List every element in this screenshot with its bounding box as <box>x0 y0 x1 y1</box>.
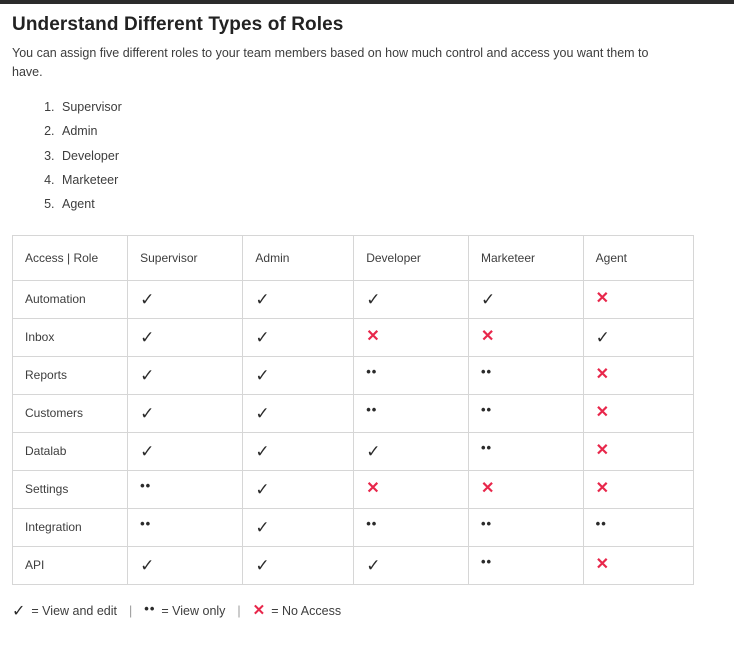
permission-cell <box>583 432 693 470</box>
table-row <box>13 318 694 356</box>
table-row <box>13 508 694 546</box>
check-icon: ✓ <box>140 327 155 347</box>
permission-cell <box>354 356 469 394</box>
check-icon: ✓ <box>366 555 381 575</box>
check-icon: ✓ <box>255 517 270 537</box>
table-header <box>13 235 694 280</box>
page-title: Understand Different Types of Roles <box>12 14 344 35</box>
row-label: Reports <box>13 356 128 394</box>
permission-cell <box>354 394 469 432</box>
permission-cell <box>354 432 469 470</box>
cross-icon: ✕ <box>366 480 380 498</box>
check-icon: ✓ <box>140 403 155 423</box>
permission-cell <box>469 356 584 394</box>
check-icon: ✓ <box>140 555 155 575</box>
check-icon: ✓ <box>481 289 496 309</box>
permission-cell <box>354 546 469 584</box>
permission-cell <box>469 280 584 318</box>
cross-icon: ✕ <box>595 442 610 460</box>
permission-cell <box>354 280 469 318</box>
check-icon: ✓ <box>255 479 270 499</box>
permission-cell <box>243 432 354 470</box>
dots-icon: •• <box>481 440 493 456</box>
legend-separator: | <box>237 603 241 618</box>
row-label: Integration <box>13 508 128 546</box>
check-icon: ✓ <box>255 403 270 423</box>
list-item: 4. Marketeer <box>58 168 722 192</box>
dots-icon: •• <box>481 554 493 570</box>
permission-cell <box>243 318 354 356</box>
column-header-marketeer: Marketeer <box>469 235 584 280</box>
permission-cell <box>583 318 693 356</box>
list-item: 1. Supervisor <box>58 95 722 119</box>
permission-cell <box>128 508 243 546</box>
permission-cell <box>128 546 243 584</box>
permission-cell <box>354 470 469 508</box>
table-header-row <box>13 235 694 280</box>
dots-icon: •• <box>595 516 607 532</box>
permission-cell <box>583 356 693 394</box>
cross-icon: ✕ <box>595 480 610 498</box>
row-label: API <box>13 546 128 584</box>
roles-permission-table <box>12 235 694 585</box>
column-header-admin: Admin <box>243 235 354 280</box>
dots-icon: •• <box>140 478 152 494</box>
check-icon: ✓ <box>255 289 270 309</box>
permission-cell <box>583 470 693 508</box>
table-row <box>13 470 694 508</box>
list-item: 3. Developer <box>58 144 722 168</box>
legend-separator: | <box>129 603 133 618</box>
dots-icon: •• <box>366 516 378 532</box>
permission-cell <box>469 508 584 546</box>
permission-cell <box>469 432 584 470</box>
check-icon: ✓ <box>255 327 270 347</box>
cross-icon: ✕ <box>252 602 266 620</box>
dots-icon: •• <box>481 402 493 418</box>
permission-cell <box>354 508 469 546</box>
table-row <box>13 432 694 470</box>
table-body <box>13 280 694 584</box>
intro-paragraph: You can assign five different roles to your team members based on how much control and access you want them to have. <box>12 46 649 80</box>
row-label: Datalab <box>13 432 128 470</box>
check-icon: ✓ <box>595 327 610 347</box>
check-icon: ✓ <box>366 441 381 461</box>
permission-cell <box>243 280 354 318</box>
legend <box>12 603 722 619</box>
permission-cell <box>128 394 243 432</box>
check-icon: ✓ <box>140 441 155 461</box>
permission-cell <box>469 546 584 584</box>
list-item: 2. Admin <box>58 119 722 143</box>
permission-cell <box>583 394 693 432</box>
list-item: 5. Agent <box>58 192 722 216</box>
permission-cell <box>243 356 354 394</box>
dots-icon: •• <box>366 364 378 380</box>
check-icon: ✓ <box>366 289 381 309</box>
column-header-developer: Developer <box>354 235 469 280</box>
row-label: Automation <box>13 280 128 318</box>
cross-icon: ✕ <box>481 328 495 346</box>
dots-icon: •• <box>481 516 493 532</box>
legend-cross-label: = No Access <box>271 603 342 618</box>
check-icon: ✓ <box>255 365 270 385</box>
check-icon: ✓ <box>140 365 155 385</box>
column-header-access-role: Access | Role <box>13 235 128 280</box>
cross-icon: ✕ <box>595 366 610 384</box>
permission-cell <box>128 280 243 318</box>
article-content <box>0 4 734 619</box>
table-row <box>13 356 694 394</box>
row-label: Inbox <box>13 318 128 356</box>
permission-cell <box>128 318 243 356</box>
cross-icon: ✕ <box>595 290 610 308</box>
table-row <box>13 394 694 432</box>
check-icon: ✓ <box>255 441 270 461</box>
permission-cell <box>243 508 354 546</box>
column-header-agent: Agent <box>583 235 693 280</box>
check-icon: ✓ <box>255 555 270 575</box>
dots-icon: •• <box>481 364 493 380</box>
permission-cell <box>583 546 693 584</box>
permission-cell <box>469 318 584 356</box>
roles-list <box>12 95 722 217</box>
check-icon: ✓ <box>140 289 155 309</box>
check-icon: ✓ <box>12 602 26 620</box>
row-label: Customers <box>13 394 128 432</box>
cross-icon: ✕ <box>595 556 610 574</box>
cross-icon: ✕ <box>595 404 610 422</box>
permission-cell <box>354 318 469 356</box>
permission-cell <box>583 508 693 546</box>
dots-icon: •• <box>144 601 156 617</box>
legend-dots-label: = View only <box>161 603 226 618</box>
dots-icon: •• <box>140 516 152 532</box>
permission-cell <box>243 470 354 508</box>
column-header-supervisor: Supervisor <box>128 235 243 280</box>
permission-cell <box>469 394 584 432</box>
permission-cell <box>469 470 584 508</box>
permission-cell <box>243 394 354 432</box>
permission-cell <box>128 470 243 508</box>
table-row <box>13 546 694 584</box>
permission-cell <box>583 280 693 318</box>
cross-icon: ✕ <box>366 328 380 346</box>
legend-check-label: = View and edit <box>31 603 118 618</box>
permission-cell <box>128 356 243 394</box>
permission-cell <box>243 546 354 584</box>
cross-icon: ✕ <box>481 480 495 498</box>
row-label: Settings <box>13 470 128 508</box>
dots-icon: •• <box>366 402 378 418</box>
permission-cell <box>128 432 243 470</box>
table-row <box>13 280 694 318</box>
